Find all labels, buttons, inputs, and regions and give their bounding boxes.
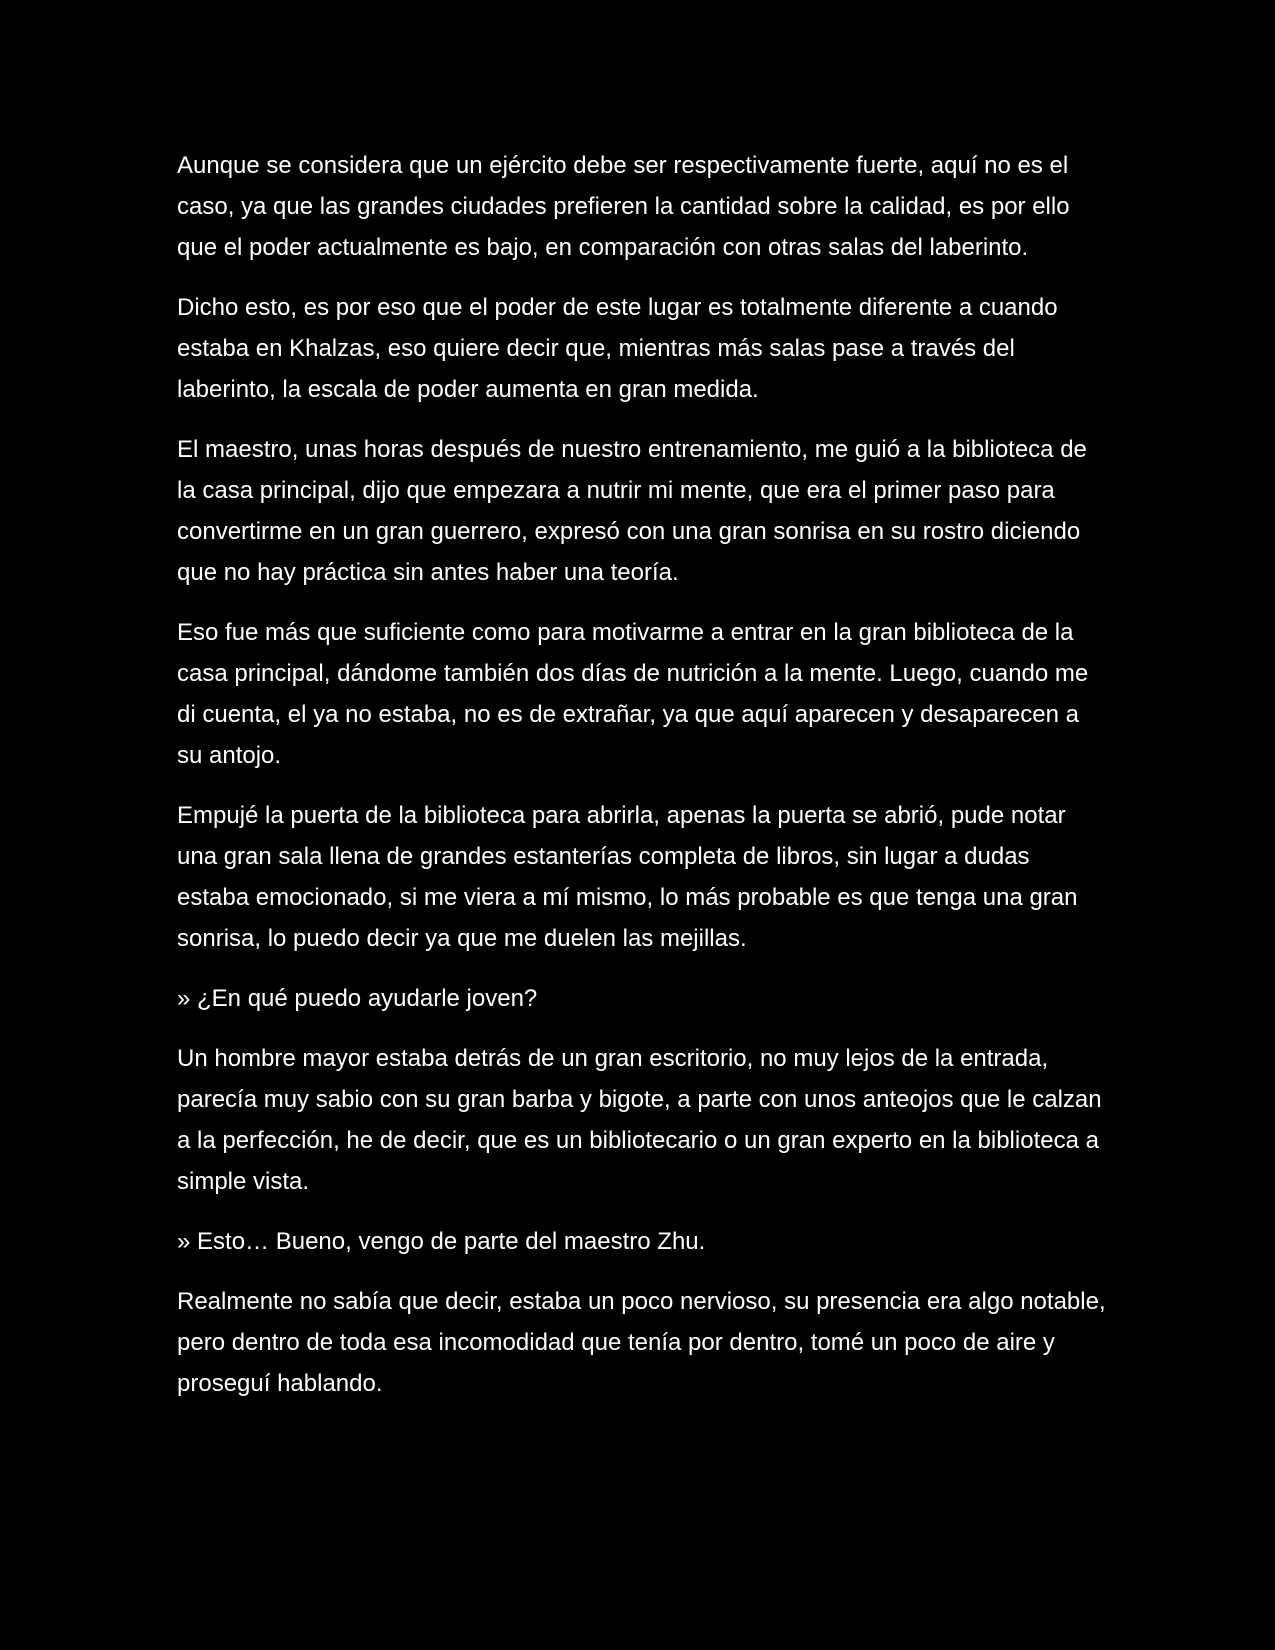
- paragraph-7: Realmente no sabía que decir, estaba un poco nervioso, su presencia era algo notable, pero dentro de toda esa incomodidad que tenía por dentro, tomé un poco de aire y proseguí hablando.: [177, 1288, 1106, 1397]
- paragraph-4: Eso fue más que suficiente como para motivarme a entrar en la gran biblioteca de la casa principal, dándome también dos días de nutrición a la mente. Luego, cuando me di cuenta, el ya no estaba, no es de extrañar, ya que aquí aparecen y desaparecen a su antojo.: [177, 619, 1089, 769]
- text-body: [177, 145, 1107, 1423]
- paragraph-6: Un hombre mayor estaba detrás de un gran escritorio, no muy lejos de la entrada, parecía muy sabio con su gran barba y bigote, a parte con unos anteojos que le calzan a la perfección, he de decir, que es un bibliotecario o un gran experto en la biblioteca a simple vista.: [177, 1045, 1102, 1195]
- paragraph-1: Aunque se considera que un ejército debe ser respectivamente fuerte, aquí no es el caso, ya que las grandes ciudades prefieren la cantidad sobre la calidad, es por ello que el poder actualmente es bajo, en comparación con otras salas del laberinto.: [177, 152, 1070, 261]
- paragraph-5: Empujé la puerta de la biblioteca para abrirla, apenas la puerta se abrió, pude notar una gran sala llena de grandes estanterías completa de libros, sin lugar a dudas estaba emocionado, si me viera a mí mismo, lo más probable es que tenga una gran sonrisa, lo puedo decir ya que me duelen las mejillas.: [177, 802, 1078, 952]
- dialogue-line-2: » Esto… Bueno, vengo de parte del maestro Zhu.: [177, 1228, 706, 1255]
- paragraph-2: Dicho esto, es por eso que el poder de este lugar es totalmente diferente a cuando estaba en Khalzas, eso quiere decir que, mientras más salas pase a través del laberinto, la escala de poder aumenta en gran medida.: [177, 294, 1058, 403]
- paragraph-3: El maestro, unas horas después de nuestro entrenamiento, me guió a la biblioteca de la casa principal, dijo que empezara a nutrir mi mente, que era el primer paso para convertirme en un gran guerrero, expresó con una gran sonrisa en su rostro diciendo que no hay práctica sin antes haber una teoría.: [177, 436, 1087, 586]
- dialogue-line-1: » ¿En qué puedo ayudarle joven?: [177, 985, 538, 1012]
